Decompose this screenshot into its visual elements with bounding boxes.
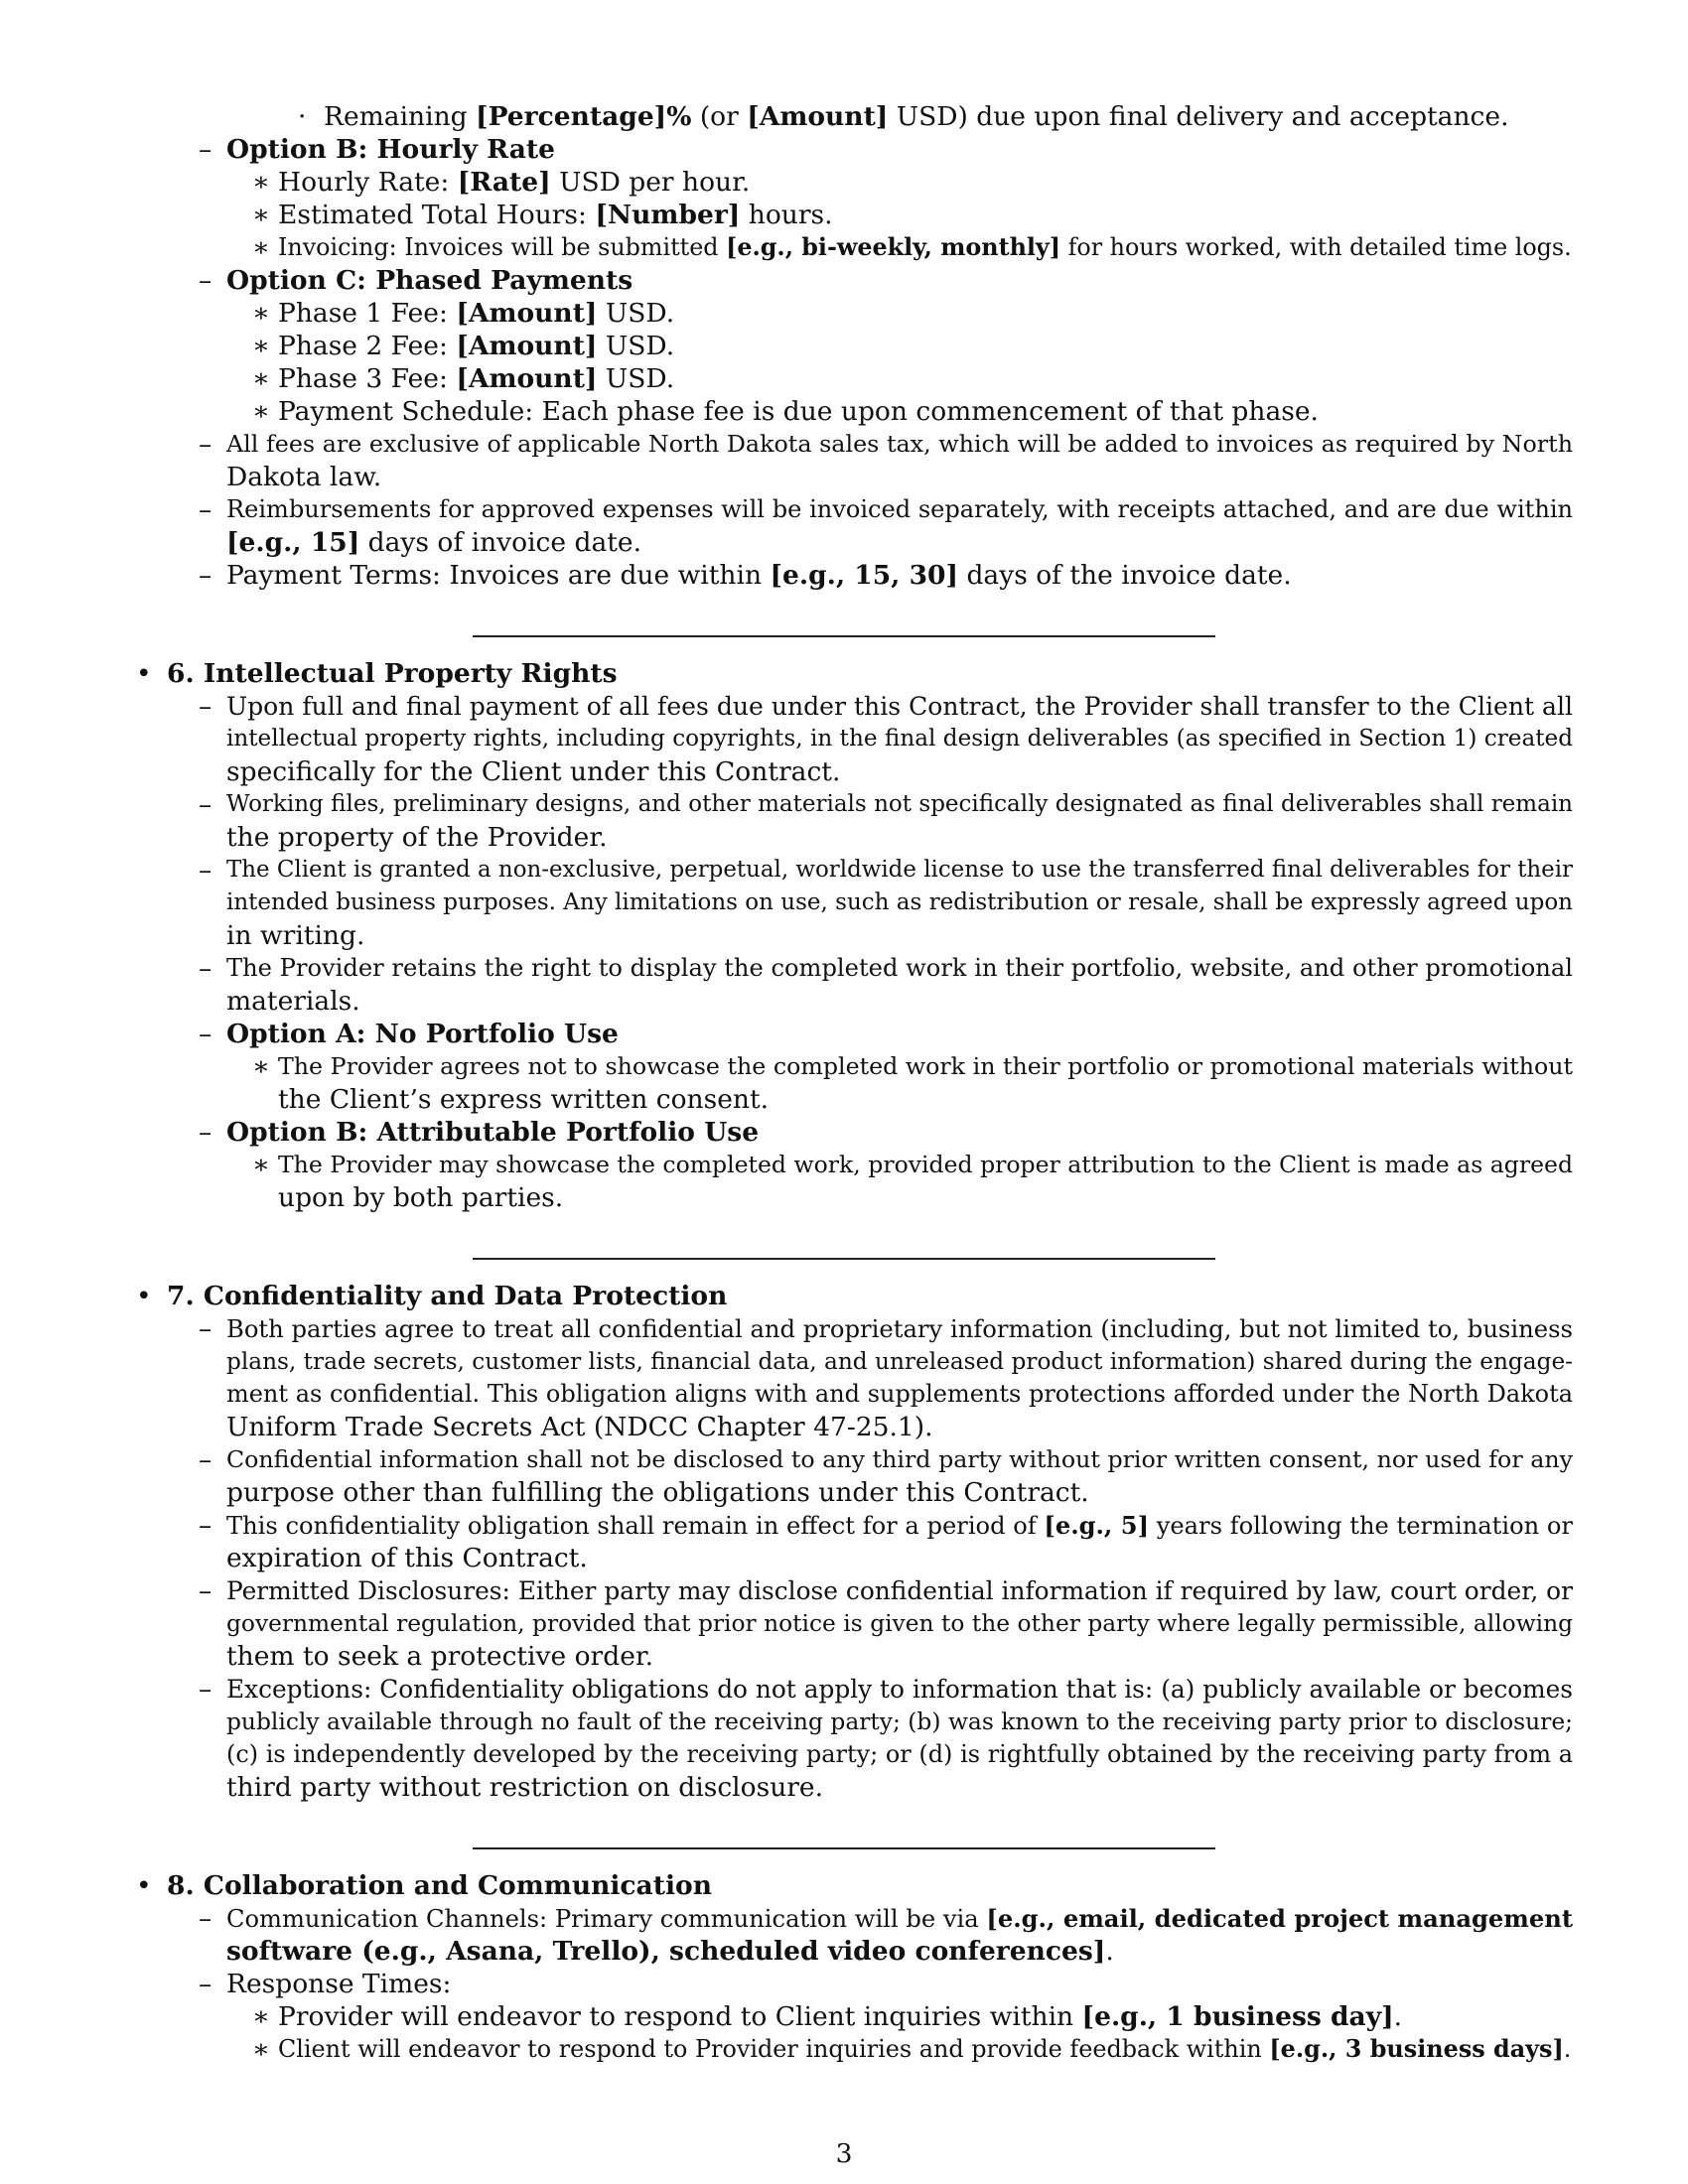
s6-p3-line-1: The Client is granted a non-exclusive, perpetual, worldwide license to use the transferred final deliverables for their xyxy=(226,857,1573,883)
s7-p4-line-3: them to seek a protective order. xyxy=(226,1641,654,1672)
s7-p5-line-1: Exceptions: Confidentiality obligations do not apply to information that is: (a) publicly available or becomes xyxy=(226,1675,1573,1704)
option-c-phased-title: Option C: Phased Payments xyxy=(226,265,633,296)
s6-p4-line-1: The Provider retains the right to display the completed work in their portfolio, website, and other promotional xyxy=(226,954,1573,982)
dash-marker: – xyxy=(199,953,212,984)
star-marker: ∗ xyxy=(252,331,271,361)
tax-line-1: All fees are exclusive of applicable North Dakota sales tax, which will be added to invoices as required by North xyxy=(226,430,1573,458)
estimated-hours-line: Estimated Total Hours: [Number] hours. xyxy=(278,200,833,230)
section-divider xyxy=(473,1847,1215,1849)
dash-marker: – xyxy=(199,134,212,165)
payment-terms-line: Payment Terms: Invoices are due within [e.g., 15, 30] days of the invoice date. xyxy=(226,560,1292,591)
s7-p4-line-1: Permitted Disclosures: Either party may disclose confidential information if required by law, court order, or xyxy=(226,1576,1573,1605)
option-b-line-1: The Provider may showcase the completed work, provided proper attribution to the Client is made as agreed xyxy=(278,1151,1573,1178)
dash-marker: – xyxy=(199,1969,212,1999)
reimbursement-line-2: [e.g., 15] days of invoice date. xyxy=(226,527,642,558)
s7-p3-line-2: expiration of this Contract. xyxy=(226,1543,588,1573)
phase-2-fee-line: Phase 2 Fee: [Amount] USD. xyxy=(278,331,675,361)
invoicing-line: Invoicing: Invoices will be submitted [e.g., bi-weekly, monthly] for hours worked, with detailed time logs. xyxy=(278,233,1572,261)
channels-line-1: Communication Channels: Primary communication will be via [e.g., email, dedicated project management xyxy=(226,1904,1574,1933)
dash-marker: – xyxy=(199,1019,212,1049)
s7-p1-line-1: Both parties agree to treat all confidential and proprietary information (including, but not limited to, business xyxy=(226,1314,1573,1343)
s6-p2-line-2: the property of the Provider. xyxy=(226,822,608,853)
remaining-line: Remaining [Percentage]% (or [Amount] USD) due upon final delivery and acceptance. xyxy=(324,101,1509,132)
tax-line-2: Dakota law. xyxy=(226,462,382,492)
star-marker: ∗ xyxy=(252,298,271,329)
star-marker: ∗ xyxy=(252,232,271,263)
s6-p4-line-2: materials. xyxy=(226,986,360,1017)
section-6-title: 6. Intellectual Property Rights xyxy=(167,658,618,689)
star-marker: ∗ xyxy=(252,1150,271,1180)
dash-marker: – xyxy=(199,789,212,820)
star-marker: ∗ xyxy=(252,200,271,230)
option-b-line-2: upon by both parties. xyxy=(278,1182,564,1213)
star-marker: ∗ xyxy=(252,167,271,198)
section-8-title: 8. Collaboration and Communication xyxy=(167,1870,712,1901)
dash-marker: – xyxy=(199,1117,212,1148)
dash-marker: – xyxy=(199,560,212,591)
s6-p1-line-2: intellectual property rights, including copyrights, in the final design deliverables (as specified in Section 1) created xyxy=(226,726,1573,751)
s6-p2-line-1: Working files, preliminary designs, and other materials not specifically designated as final deliverables shall remain xyxy=(226,791,1573,817)
dash-marker: – xyxy=(199,265,212,296)
s6-p1-line-1: Upon full and final payment of all fees due under this Contract, the Provider shall transfer to the Client all xyxy=(226,692,1573,721)
option-b-portfolio-title: Option B: Attributable Portfolio Use xyxy=(226,1117,760,1148)
dot-marker: · xyxy=(298,101,307,132)
dash-marker: – xyxy=(199,691,212,722)
s7-p1-line-3: ment as confidential. This obligation aligns with and supplements protections afforded under the North Dakota xyxy=(226,1380,1573,1408)
section-divider xyxy=(473,1258,1215,1260)
channels-line-2: software (e.g., Asana, Trello), scheduled video conferences]. xyxy=(226,1936,1114,1967)
dash-marker: – xyxy=(199,1674,212,1705)
option-a-line-1: The Provider agrees not to showcase the completed work in their portfolio or promotional materials without xyxy=(278,1052,1573,1080)
s7-p5-line-4: third party without restriction on disclosure. xyxy=(226,1772,824,1803)
payment-schedule-line: Payment Schedule: Each phase fee is due upon commencement of that phase. xyxy=(278,396,1319,427)
page-number: 3 xyxy=(835,2138,853,2169)
star-marker: ∗ xyxy=(252,363,271,394)
bullet-marker: • xyxy=(136,1870,152,1901)
dash-marker: – xyxy=(199,1444,212,1475)
provider-response-line: Provider will endeavor to respond to Client inquiries within [e.g., 1 business day]. xyxy=(278,2001,1403,2032)
phase-3-fee-line: Phase 3 Fee: [Amount] USD. xyxy=(278,363,675,394)
option-a-line-2: the Client’s express written consent. xyxy=(278,1084,770,1115)
s7-p5-line-2: publicly available through no fault of the receiving party; (b) was known to the receiving party prior to disclosure; xyxy=(226,1707,1573,1735)
s7-p3-line-1: This confidentiality obligation shall remain in effect for a period of [e.g., 5] years following the termination or xyxy=(226,1511,1573,1540)
s7-p1-line-4: Uniform Trade Secrets Act (NDCC Chapter 47-25.1). xyxy=(226,1412,933,1442)
star-marker: ∗ xyxy=(252,2034,271,2065)
bullet-marker: • xyxy=(136,658,152,689)
star-marker: ∗ xyxy=(252,1051,271,1082)
star-marker: ∗ xyxy=(252,2001,271,2032)
s7-p5-line-3: (c) is independently developed by the receiving party; or (d) is rightfully obtained by the receiving party from a xyxy=(226,1740,1573,1768)
dash-marker: – xyxy=(199,429,212,460)
dash-marker: – xyxy=(199,1313,212,1344)
s7-p1-line-2: plans, trade secrets, customer lists, financial data, and unreleased product information) shared during the engage- xyxy=(226,1348,1573,1375)
option-b-hourly-title: Option B: Hourly Rate xyxy=(226,134,556,165)
option-a-portfolio-title: Option A: No Portfolio Use xyxy=(226,1019,619,1049)
section-7-title: 7. Confidentiality and Data Protection xyxy=(167,1281,728,1311)
bullet-marker: • xyxy=(136,1281,152,1311)
star-marker: ∗ xyxy=(252,396,271,427)
s6-p3-line-3: in writing. xyxy=(226,920,365,951)
s6-p1-line-3: specifically for the Client under this Contract. xyxy=(226,756,841,787)
section-divider xyxy=(473,635,1215,637)
dash-marker: – xyxy=(199,1575,212,1606)
s6-p3-line-2: intended business purposes. Any limitations on use, such as redistribution or resale, shall be expressly agreed upon xyxy=(226,889,1573,915)
hourly-rate-line: Hourly Rate: [Rate] USD per hour. xyxy=(278,167,751,198)
s7-p2-line-1: Confidential information shall not be disclosed to any third party without prior written consent, nor used for any xyxy=(226,1445,1573,1473)
client-response-line: Client will endeavor to respond to Provider inquiries and provide feedback within [e.g., 3 business days]. xyxy=(278,2035,1572,2063)
s7-p2-line-2: purpose other than fulfilling the obligations under this Contract. xyxy=(226,1477,1089,1508)
s7-p4-line-2: governmental regulation, provided that prior notice is given to the other party where legally permissible, allowing xyxy=(226,1610,1573,1637)
dash-marker: – xyxy=(199,1903,212,1934)
dash-marker: – xyxy=(199,855,212,886)
response-times-line: Response Times: xyxy=(226,1969,452,1999)
dash-marker: – xyxy=(199,494,212,525)
phase-1-fee-line: Phase 1 Fee: [Amount] USD. xyxy=(278,298,675,329)
reimbursement-line-1: Reimbursements for approved expenses will be invoiced separately, with receipts attached, and are due within xyxy=(226,495,1573,523)
dash-marker: – xyxy=(199,1510,212,1541)
